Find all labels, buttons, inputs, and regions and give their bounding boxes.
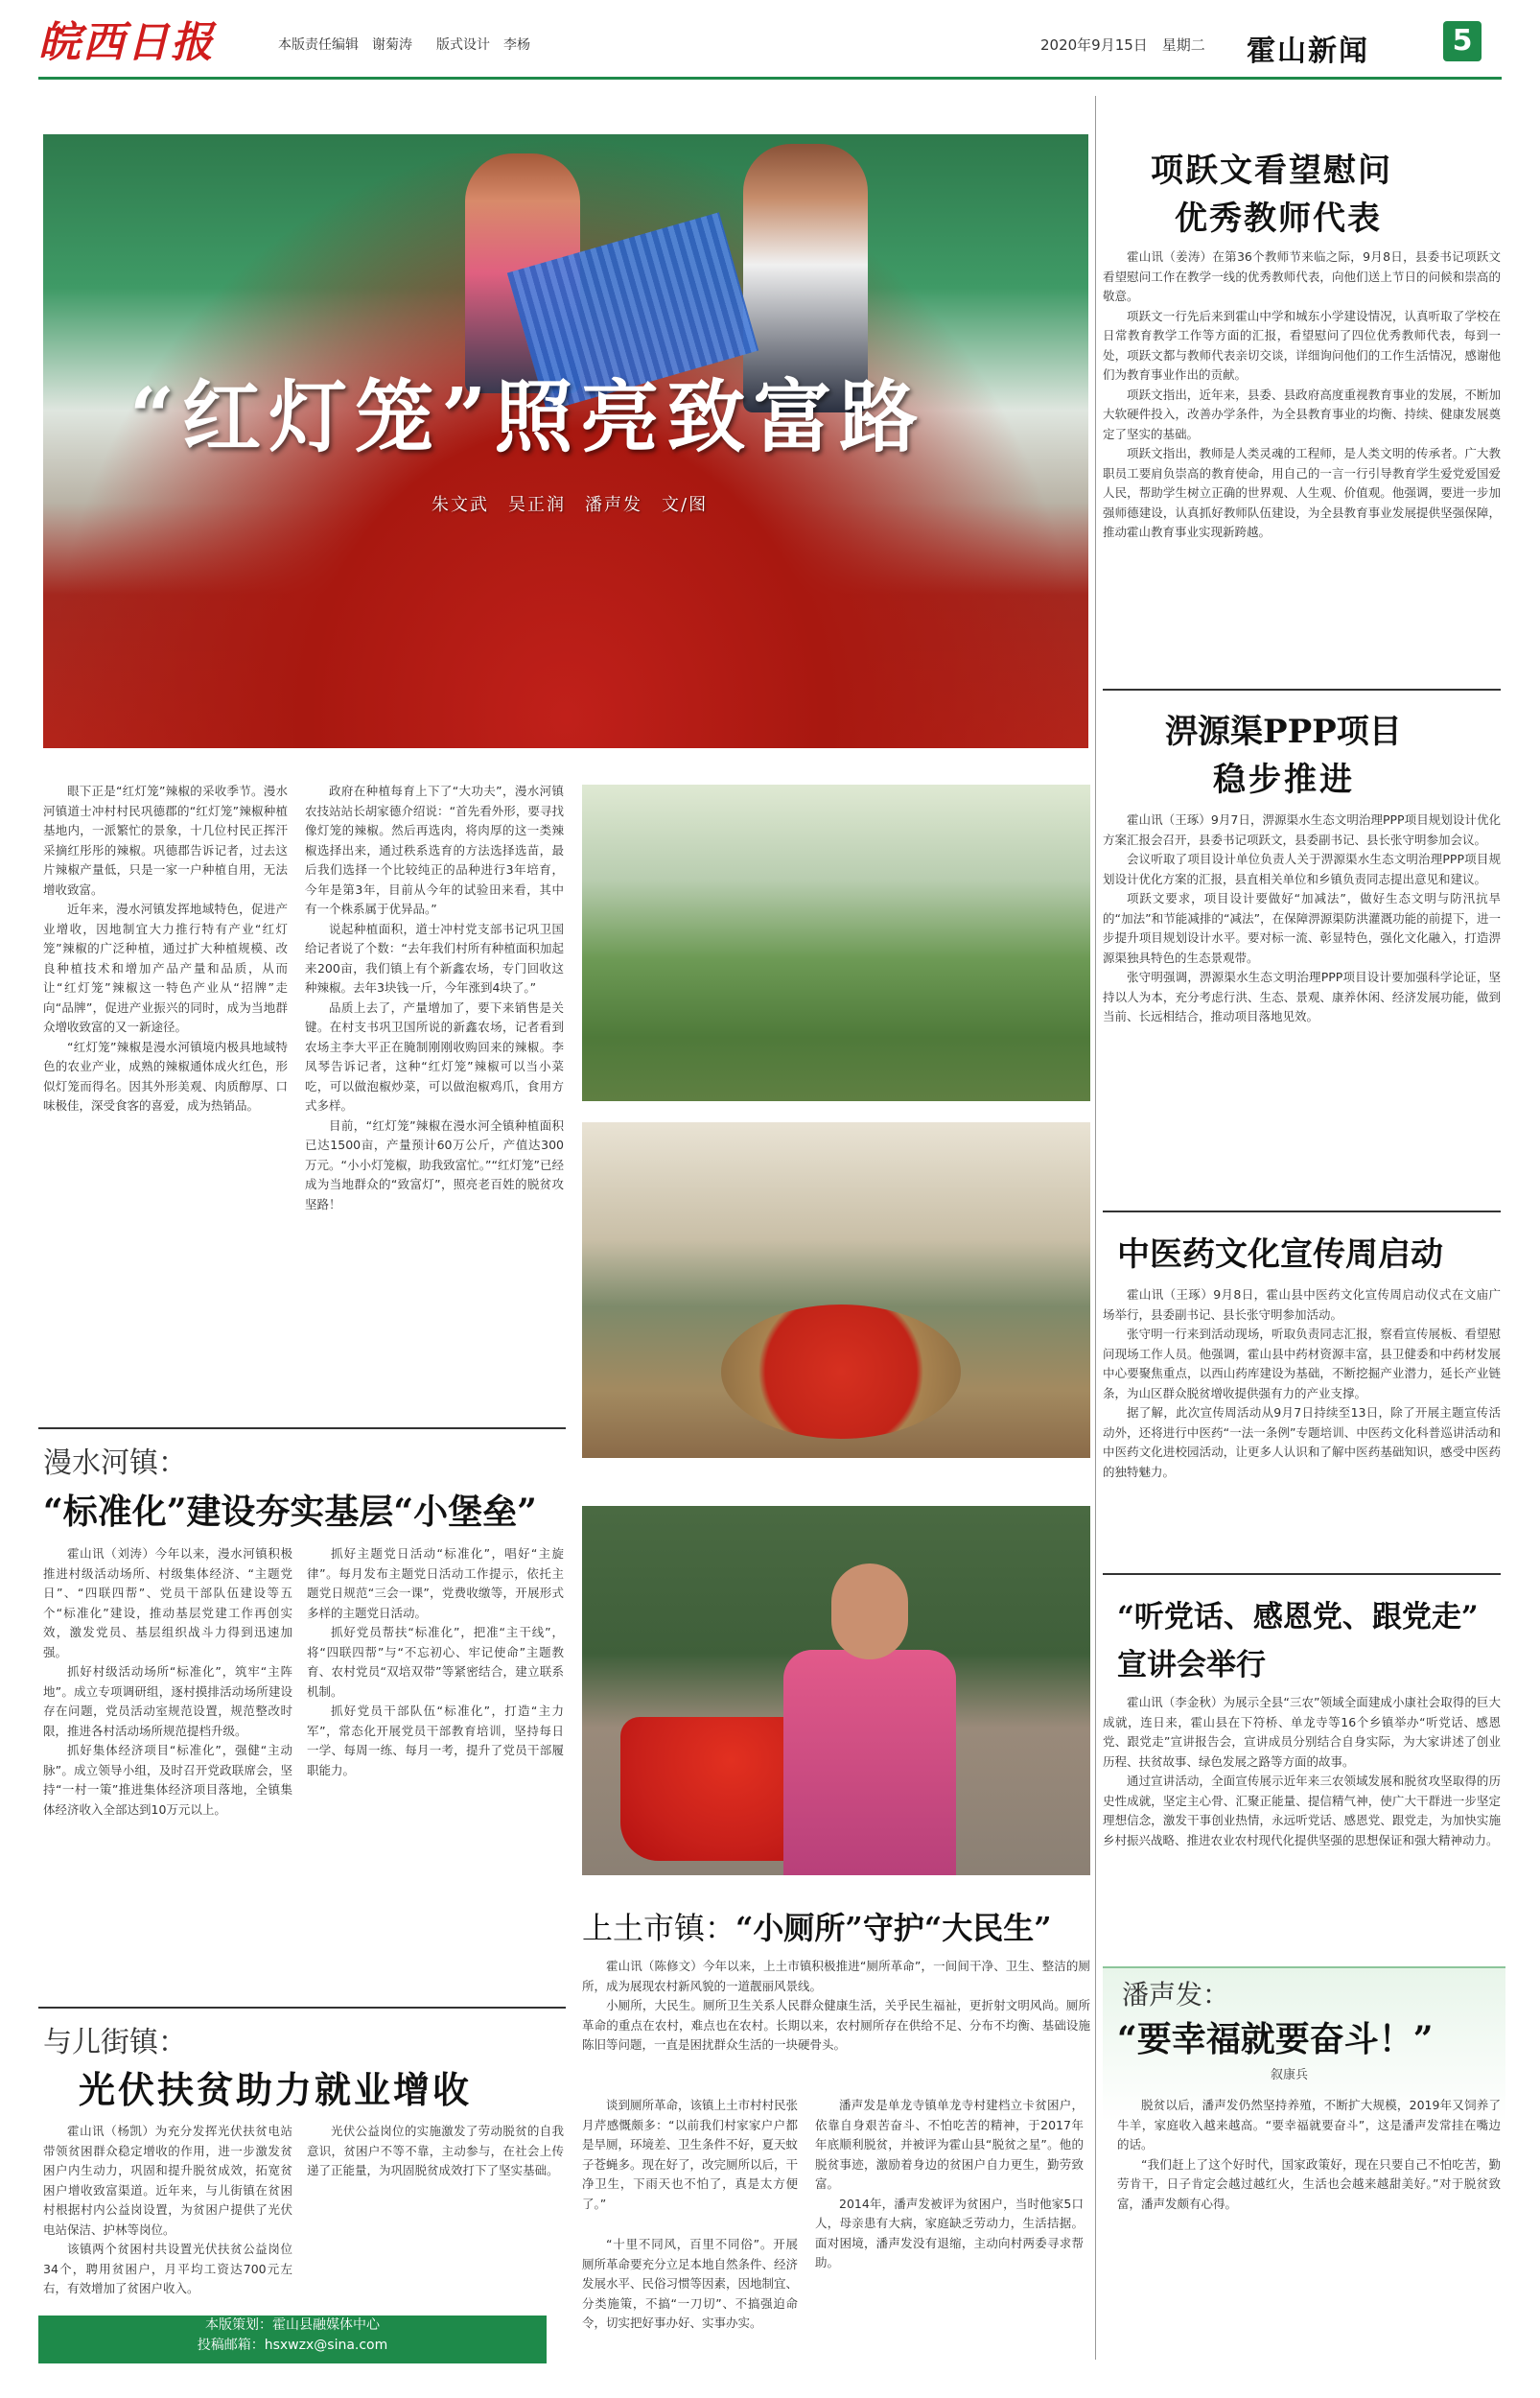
piyuan-paragraph: 会议听取了项目设计单位负责人关于淠源渠水生态文明治理PPP项目规划设计优化方案的汇报，县直相关单位和乡镇负责同志提出意见和建议。 (1103, 852, 1501, 886)
shangtu-article-top (582, 1957, 1090, 2091)
section-rule (1103, 1211, 1501, 1212)
pan-author: 叙康兵 (1271, 2068, 1309, 2082)
section-rule (38, 2007, 566, 2009)
pan-article-col1 (815, 2096, 1084, 2355)
column-divider (1095, 96, 1096, 2360)
shangtu-kicker: 上土市镇： (582, 1910, 736, 1946)
section-title: 霍山新闻 (1247, 35, 1369, 68)
manshui-kicker: 漫水河镇： (43, 1446, 187, 1480)
section-rule (38, 1427, 566, 1429)
hero-byline: 朱文武 吴正润 潘声发 文/图 (432, 495, 709, 515)
yuer-paragraph: 该镇两个贫困村共设置光伏扶贫公益岗位34个，聘用贫困户，月平均工资达700元左右，有效增加了贫困户收入。 (43, 2242, 292, 2295)
editor-credit: 本版责任编辑 谢菊涛 (278, 37, 412, 53)
shangtu-paragraph: 小厕所，大民生。厕所卫生关系人民群众健康生活，关乎民生福祉，更折射文明风尚。厕所革命的重点在农村，难点也在农村。长期以来，农村厕所存在供给不足、分布不均衡、基础设施陈旧等问题，一直是困扰群众生活的一块硬骨头。 (582, 1998, 1090, 2052)
piyuan-headline-line1: 淠源渠PPP项目 (1165, 713, 1402, 751)
xiang-paragraph: 项跃文指出，近年来，县委、县政府高度重视教育事业的发展，不断加大软硬件投入，改善办学条件，为全县教育事业的均衡、持续、健康发展奠定了坚实的基础。 (1103, 387, 1501, 441)
hero-article-col1 (43, 782, 288, 1396)
yuer-kicker: 与儿街镇： (43, 2026, 187, 2059)
photo-woman-chili-jar (582, 1506, 1090, 1875)
pan-kicker: 潘声发： (1122, 1979, 1230, 2010)
yuer-headline: 光伏扶贫助力就业增收 (79, 2068, 473, 2111)
shangtu-title: “小厕所”守护“大民生” (735, 1910, 1052, 1946)
hero-article-col2 (305, 782, 564, 1396)
masthead-rule (38, 77, 1502, 80)
xiang-paragraph: 霍山讯（姜涛）在第36个教师节来临之际，9月8日，县委书记项跃文看望慰问工作在教学一线的优秀教师代表，向他们送上节日的问候和崇高的敬意。 (1103, 249, 1501, 303)
tingdanghua-paragraph: 通过宣讲活动，全面宣传展示近年来三农领域发展和脱贫攻坚取得的历史性成就，坚定主心骨、汇聚正能量、提信精气神，使广大干群进一步坚定理想信念，激发干事创业热情，永远听党话、感恩党、跟党走，为加快实施乡村振兴战略、推进农业农村现代化提供坚强的思想保证和强大精神动力。 (1103, 1774, 1501, 1847)
photo-woman-body (783, 1650, 956, 1875)
newspaper-logo: 皖西日报 (38, 18, 215, 67)
hero-paragraph: 目前，“红灯笼”辣椒在漫水河全镇种植面积已达1500亩，产量预计60万公斤，产值达300万元。“小小灯笼椒，助我致富忙。”“红灯笼”已经成为当地群众的“致富灯”，照亮老百姓的脱贫攻坚路！ (305, 1117, 564, 1211)
tcm-paragraph: 据了解，此次宣传周活动从9月7日持续至13日，除了开展主题宣传活动外，还将进行中医药“一法一条例”专题培训、中医药文化科普巡讲活动和中医药文化进校园活动，让更多人认识和了解中医药基础知识，感受中医药的独特魅力。 (1103, 1405, 1501, 1479)
pan-paragraph: 脱贫以后，潘声发仍然坚持养殖，不断扩大规模，2019年又饲养了牛羊，家庭收入越来越高。“要幸福就要奋斗”，这是潘声发常挂在嘴边的话。 (1117, 2098, 1501, 2151)
manshui-paragraph: 霍山讯（刘涛）今年以来，漫水河镇积极推进村级活动场所、村级集体经济、“主题党日”、“四联四帮”、党员干部队伍建设等五个“标准化”建设，推动基层党建工作再创实效，激发党员、基层组织战斗力得到迅速加强。 (43, 1546, 292, 1659)
photo-woman-face (831, 1563, 908, 1659)
footer-email: 投稿邮箱：hsxwzx@sina.com (197, 2338, 388, 2353)
shangtu-headline (582, 1904, 1052, 1948)
shangtu-paragraph: 谈到厕所革命，该镇上土市村村民张月芹感慨颇多：“以前我们村家家户户都是旱厕，环境差、卫生条件不好，夏天蚊子苍蝇多。现在好了，改完厕所以后，干净卫生，下雨天也不怕了，真是太方便了。” (582, 2098, 798, 2211)
manshui-paragraph: 抓好党员帮扶“标准化”，把准“主干线”，将“四联四帮”与“不忘初心、牢记使命”主题教育、农村党员“双培双带”等紧密结合，建立联系机制。 (307, 1625, 564, 1699)
hero-paragraph: 说起种植面积，道士冲村党支部书记巩卫国给记者说了个数：“去年我们村所有种植面积加起来200亩，我们镇上有个新鑫农场，专门回收这种辣椒。去年3块钱一斤，今年涨到4块了。” (305, 921, 564, 995)
piyuan-headline-line2: 稳步推进 (1213, 761, 1355, 799)
piyuan-paragraph: 张守明强调，淠源渠水生态文明治理PPP项目设计要加强科学论证，坚持以人为本，充分考虑行洪、生态、景观、康养休闲、经济发展功能，做到当前、长远相结合，推动项目落地见效。 (1103, 970, 1501, 1023)
pan-article-col2 (1117, 2096, 1501, 2355)
manshui-article-col1 (43, 1544, 292, 1981)
xiang-article (1103, 247, 1501, 684)
tcm-paragraph: 霍山讯（王琢）9月8日，霍山县中医药文化宣传周启动仪式在文庙广场举行，县委副书记、县长张守明参加活动。 (1103, 1287, 1501, 1322)
section-rule (1103, 1573, 1501, 1575)
tcm-headline: 中医药文化宣传周启动 (1117, 1235, 1443, 1274)
photo-family-chili-basket (582, 1122, 1090, 1458)
xiang-paragraph: 项跃文指出，教师是人类灵魂的工程师，是人类文明的传承者。广大教职员工要肩负崇高的教育使命，用自己的一言一行引导教育学生爱党爱国爱人民，帮助学生树立正确的世界观、人生观、价值观。他强调，要进一步加强师德建设，认真抓好教师队伍建设，为全县教育事业发展提供坚强保障，推动霍山教育事业实现新跨越。 (1103, 446, 1501, 539)
pan-paragraph: 2014年，潘声发被评为贫困户，当时他家5口人，母亲患有大病，家庭缺乏劳动力，生活拮据。面对困境，潘声发没有退缩，主动向村两委寻求帮助。 (815, 2196, 1084, 2269)
manshui-paragraph: 抓好主题党日活动“标准化”，唱好“主旋律”。每月发布主题党日活动工作提示，依托主题党日规范“三会一课”，党费收缴等，开展形式多样的主题党日活动。 (307, 1546, 564, 1620)
footer-planner: 本版策划：霍山县融媒体中心 (205, 2317, 380, 2333)
manshui-paragraph: 抓好村级活动场所“标准化”，筑牢“主阵地”。成立专项调研组，逐村摸排活动场所建设存在问题，党员活动室规范设置，规范整改时限，推进各村活动场所规范提档升级。 (43, 1664, 292, 1738)
shangtu-paragraph: “十里不同风，百里不同俗”。开展厕所革命要充分立足本地自然条件、经济发展水平、民俗习惯等因素，因地制宜、分类施策，不搞“一刀切”、不搞强迫命令，切实把好事办好、实事办实。 (582, 2237, 798, 2330)
designer-credit: 版式设计 李杨 (436, 37, 530, 53)
hero-photo-chili-harvest (43, 134, 1088, 748)
xiang-headline-line2: 优秀教师代表 (1175, 200, 1382, 238)
piyuan-paragraph: 项跃文要求，项目设计要做好“加减法”，做好生态文明与防汛抗旱的“加法”和节能减排的“减法”，在保障淠源渠防洪灌溉功能的前提下，进一步提升项目规划设计水平。要对标一流、彰显特色，强化文化融入，打造淠源渠独具特色的生态景观带。 (1103, 891, 1501, 965)
hero-headline: “红灯笼”照亮致富路 (129, 371, 926, 463)
manshui-paragraph: 抓好党员干部队伍“标准化”，打造“主力军”，常态化开展党员干部教育培训，坚持每日一学、每周一练、每月一考，提升了党员干部履职能力。 (307, 1704, 564, 1777)
issue-date: 2020年9月15日 星期二 (1040, 36, 1205, 54)
manshui-paragraph: 抓好集体经济项目“标准化”，强健“主动脉”。成立领导小组，及时召开党政联席会，坚持“一村一策”推进集体经济项目落地，全镇集体经济收入全部达到10万元以上。 (43, 1743, 292, 1817)
manshui-article-col2 (307, 1544, 564, 1981)
hero-paragraph: 政府在种植每育上下了“大功夫”，漫水河镇农技站站长胡家德介绍说：“首先看外形，要寻找像灯笼的辣椒。然后再选肉，将肉厚的这一类辣椒选择出来，通过秩系选育的方法选择选苗，最后我们选择一个比较纯正的品种进行3年培育，今年是第3年，目前从今年的试验田来看，其中有一个株系属于优异品。” (305, 784, 564, 916)
yuer-paragraph: 光伏公益岗位的实施激发了劳动脱贫的自我意识，贫困户不等不靠，主动参与，在社会上传递了正能量，为巩固脱贫成效打下了坚实基础。 (307, 2124, 564, 2177)
hero-paragraph: 品质上去了，产量增加了，要下来销售是关键。在村支书巩卫国所说的新鑫农场，记者看到农场主李大平正在腌制刚刚收购回来的辣椒。李凤琴告诉记者，这种“红灯笼”辣椒可以当小菜吃，可以做泡椒炒菜，可以做泡椒鸡爪，食用方式多样。 (305, 999, 564, 1113)
piyuan-article (1103, 811, 1501, 1204)
photo-chili-field-pickers (582, 785, 1090, 1101)
pan-paragraph: 潘声发是单龙寺镇单龙寺村建档立卡贫困户，依靠自身艰苦奋斗、不怕吃苦的精神，于2017年年底顺利脱贫，并被评为霍山县“脱贫之星”。他的脱贫事迹，激励着身边的贫困户自力更生，勤劳致富。 (815, 2098, 1084, 2191)
tcm-paragraph: 张守明一行来到活动现场，听取负责同志汇报，察看宣传展板、看望慰问现场工作人员。他强调，霍山县中药材资源丰富，县卫健委和中药材发展中心要聚焦重点，以西山药库建设为基础，不断挖掘产业潜力，延长产业链条，为山区群众脱贫增收提供强有力的产业支撑。 (1103, 1327, 1501, 1400)
pan-paragraph: “我们赶上了这个好时代，国家政策好，现在只要自己不怕吃苦，勤劳肯干，日子肯定会越过越红火，生活也会越来越甜美好。”对于脱贫致富，潘声发颇有心得。 (1117, 2156, 1501, 2211)
tingdanghua-paragraph: 霍山讯（李金秋）为展示全县“三农”领域全面建成小康社会取得的巨大成就，连日来，霍山县在下符桥、单龙寺等16个乡镇举办“听党话、感恩党、跟党走”宣讲报告会，宣讲成员分别结合自身实际，为大家讲述了创业历程、扶贫故事、绿色发展之路等方面的故事。 (1103, 1695, 1501, 1769)
yuer-article-col1 (43, 2122, 292, 2309)
yuer-article-col2 (307, 2122, 564, 2309)
manshui-headline: “标准化”建设夯实基层“小堡垒” (43, 1492, 537, 1532)
shangtu-paragraph: 霍山讯（陈修文）今年以来，上土市镇积极推进“厕所革命”，一间间干净、卫生、整洁的厕所，成为展现农村新风貌的一道靓丽风景线。 (582, 1959, 1090, 1993)
piyuan-paragraph: 霍山讯（王琢）9月7日，淠源渠水生态文明治理PPP项目规划设计优化方案汇报会召开，县委书记项跃文，县委副书记、县长张守明参加会议。 (1103, 812, 1501, 847)
section-rule (1103, 689, 1501, 691)
xiang-headline-line1: 项跃文看望慰问 (1151, 152, 1392, 190)
photo-chili-basket (721, 1305, 961, 1439)
page-number: 5 (1443, 21, 1482, 61)
footer-credit-box (38, 2316, 547, 2363)
hero-paragraph: “红灯笼”辣椒是漫水河镇境内极具地域特色的农业产业，成熟的辣椒通体成火红色，形似灯笼而得名。因其外形美观、肉质醇厚、口味极佳，深受食客的喜爱，成为热销品。 (43, 1039, 288, 1113)
tingdanghua-article (1103, 1693, 1501, 1952)
tcm-article (1103, 1285, 1501, 1563)
pan-headline: “要幸福就要奋斗！” (1117, 2019, 1434, 2059)
tingdanghua-headline-line1: “听党话、感恩党、跟党走” (1117, 1600, 1479, 1634)
tingdanghua-headline-line2: 宣讲会举行 (1117, 1648, 1266, 1682)
xiang-paragraph: 项跃文一行先后来到霍山中学和城东小学建设情况，认真听取了学校在日常教育教学工作等方面的汇报，看望慰问了四位优秀教师代表，每到一处，项跃文都与教师代表亲切交谈，详细询问他们的工作生活情况，感谢他们为教育事业作出的贡献。 (1103, 308, 1501, 382)
hero-paragraph: 近年来，漫水河镇发挥地域特色，促进产业增收，因地制宜大力推行特有产业“红灯笼”辣椒的广泛种植，通过扩大种植规模、改良种植技术和增加产品产量和品质，从而让“红灯笼”辣椒这一特色产业从“招牌”走向“品牌”，促进产业振兴的同时，成为当地群众增收致富的又一新途径。 (43, 902, 288, 1034)
shangtu-article-col1b (582, 2235, 798, 2355)
yuer-paragraph: 霍山讯（杨凯）为充分发挥光伏扶贫电站带领贫困群众稳定增收的作用，进一步激发贫困户内生动力，巩固和提升脱贫成效，拓宽贫困户增收致富渠道。近年来，与儿街镇在贫困村根据村内公益岗设置，为贫困户提供了光伏电站保洁、护林等岗位。 (43, 2124, 292, 2237)
hero-paragraph: 眼下正是“红灯笼”辣椒的采收季节。漫水河镇道士冲村村民巩德郡的“红灯笼”辣椒种植基地内，一派繁忙的景象，十几位村民正挥汗采摘红彤彤的辣椒。巩德郡告诉记者，过去这片辣椒产量低，只是一家一户种植自用，无法增收致富。 (43, 784, 288, 897)
